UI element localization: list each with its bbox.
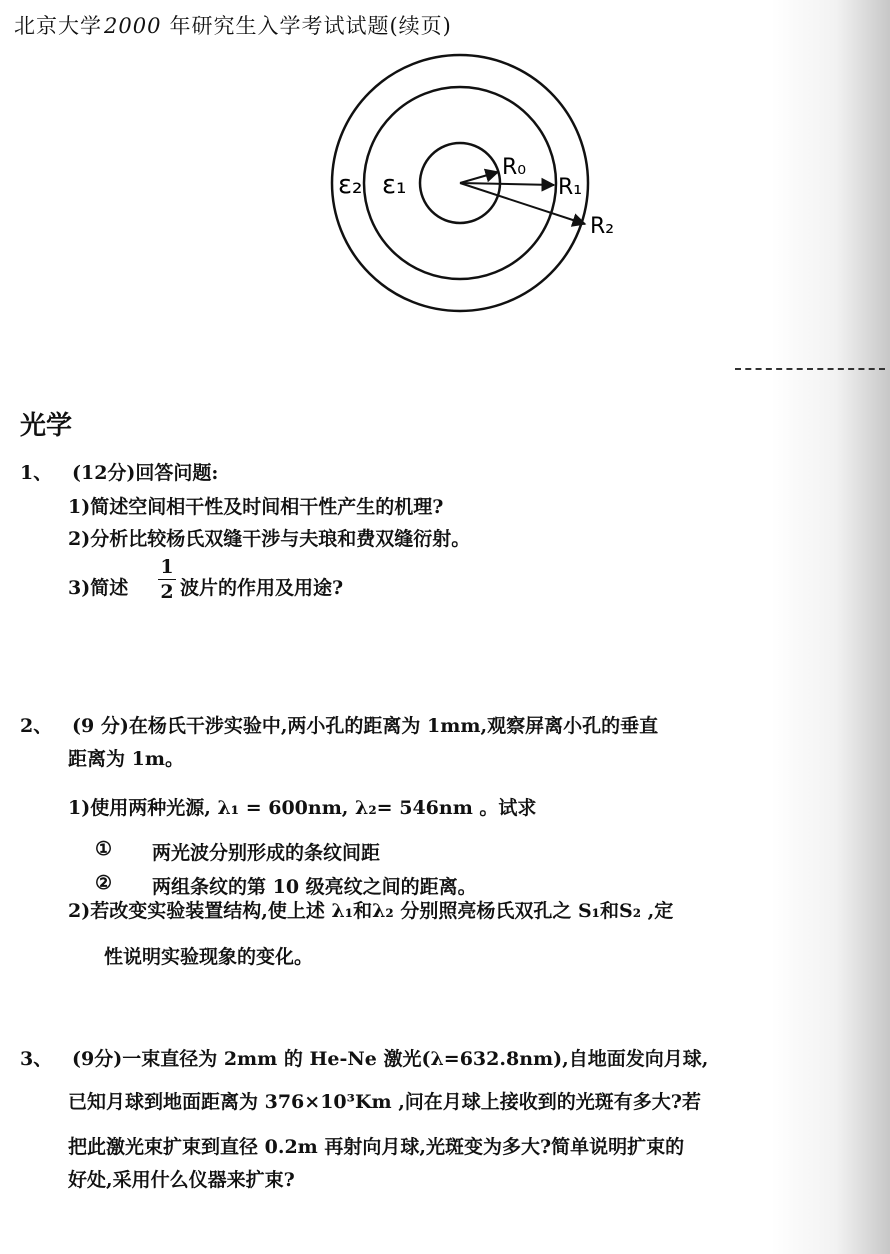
section-title: 光学	[20, 411, 73, 441]
cut-line	[735, 368, 885, 370]
header-prefix: 北京大学	[14, 14, 102, 38]
q3-line3: 把此激光束扩束到直径 0.2m 再射向月球,光斑变为多大?简单说明扩束的	[68, 1136, 685, 1158]
q2-number: 2、	[20, 715, 53, 737]
page-header	[14, 10, 452, 40]
q2-sub1: 1)使用两种光源, λ₁ = 600nm, λ₂= 546nm 。试求	[68, 797, 537, 819]
header-suffix: 年研究生入学考试试题(续页)	[169, 14, 452, 38]
r2-label: R₂	[590, 214, 615, 239]
fraction-numerator: 1	[160, 556, 174, 578]
half-fraction	[158, 556, 176, 603]
fraction-bar	[158, 579, 176, 580]
q2-stem-line2: 距离为 1m。	[68, 748, 184, 770]
r0-arrow	[460, 172, 498, 183]
q2-item2: 两组条纹的第 10 级亮纹之间的距离。	[152, 876, 477, 898]
fraction-denominator: 2	[160, 581, 174, 603]
q1-stem: (12分)回答问题:	[72, 462, 219, 484]
q2-item1: 两光波分别形成的条纹间距	[152, 842, 381, 864]
r1-arrow	[460, 183, 554, 185]
q2-sub2-line1: 2)若改变实验装置结构,使上述 λ₁和λ₂ 分别照亮杨氏双孔之 S₁和S₂ ,定	[68, 900, 674, 922]
q3-line4: 好处,采用什么仪器来扩束?	[68, 1169, 295, 1191]
q1-number: 1、	[20, 462, 53, 484]
q2-stem-line1: (9 分)在杨氏干涉实验中,两小孔的距离为 1mm,观察屏离小孔的垂直	[72, 715, 659, 737]
eps2-label: ε₂	[338, 170, 363, 200]
eps1-label: ε₁	[382, 170, 407, 200]
header-year: 2000	[104, 14, 162, 38]
q3-number: 3、	[20, 1048, 53, 1070]
concentric-spheres-diagram	[320, 50, 660, 340]
r1-label: R₁	[558, 175, 583, 200]
r0-label: R₀	[502, 155, 527, 180]
q2-sub2-line2: 性说明实验现象的变化。	[104, 946, 314, 968]
q2-item1-mark: ①	[95, 838, 113, 860]
q3-line2: 已知月球到地面距离为 376×10³Km ,问在月球上接收到的光斑有多大?若	[68, 1091, 701, 1113]
q2-item2-mark: ②	[95, 872, 113, 894]
scan-shadow	[770, 0, 890, 1254]
q1-sub2: 2)分析比较杨氏双缝干涉与夫琅和费双缝衍射。	[68, 528, 471, 550]
q1-sub1: 1)简述空间相干性及时间相干性产生的机理?	[68, 496, 444, 518]
q1-sub3-post: 波片的作用及用途?	[180, 577, 344, 599]
q1-sub3-pre: 3)简述	[68, 577, 129, 599]
q3-line1: (9分)一束直径为 2mm 的 He-Ne 激光(λ=632.8nm),自地面发向月球,	[72, 1048, 709, 1070]
